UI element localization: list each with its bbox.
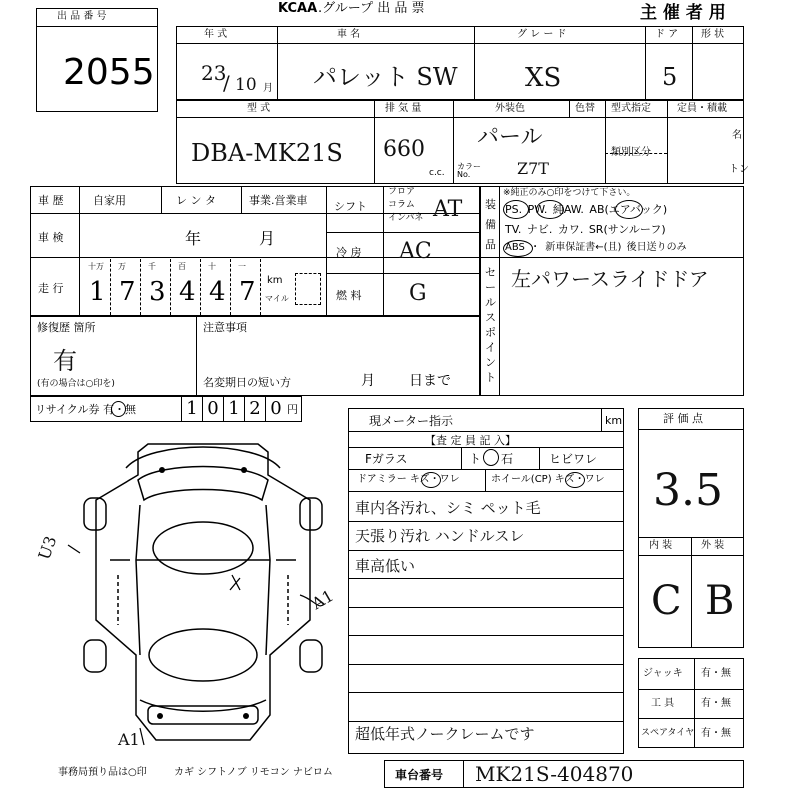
equip-warranty: 新車保証書 <box>545 242 596 253</box>
recycle-digit: 1 <box>181 397 202 421</box>
lot-number-box <box>36 8 158 112</box>
mileage-label: 走 行 <box>38 282 64 295</box>
note-rule <box>349 721 623 722</box>
fuel-label: 燃 料 <box>336 289 362 302</box>
history-block <box>30 186 480 316</box>
meter-unit: km <box>605 414 623 427</box>
grade-block <box>638 408 744 648</box>
sales-points-text: 左パワースライドドア <box>511 267 709 291</box>
inspection-month-unit: 月 <box>259 229 276 248</box>
type-designation-label: 型式指定 <box>611 103 651 114</box>
vin-value: MK21S-404870 <box>475 762 634 786</box>
recycle-unit: 円 <box>287 403 298 416</box>
note-rule <box>349 664 623 665</box>
note-rule <box>349 607 623 608</box>
equipment-line-3: ABS ・ 新車保証書←(且) 後日送りのみ <box>505 242 687 253</box>
mileage-digit: 4 <box>179 277 196 307</box>
circle-windshield <box>483 449 499 466</box>
vehicle-row-1: 年 式 車 名 グ レ ー ド ド ア 形 状 23 / 10 月 パレット SW XS 5 <box>176 26 744 100</box>
notice-label: 注意事項 <box>203 321 247 334</box>
history-option-private: 自家用 <box>93 194 126 207</box>
exterior-label: 外装色 <box>495 103 525 114</box>
org-title: .グループ 出 品 票 <box>318 1 425 16</box>
circle-mirror <box>421 472 441 488</box>
vin-label: 車台番号 <box>395 768 444 782</box>
mileage-digit-cell <box>201 259 231 315</box>
shift-option-column: コラム <box>388 200 415 210</box>
grade-score: 3.5 <box>653 465 723 516</box>
model-value: DBA-MK21S <box>191 139 343 167</box>
inspector-note-1: 車内各汚れ、シミ ペット毛 <box>355 499 541 517</box>
mileage-digit: 3 <box>149 277 166 307</box>
note-rule <box>349 692 623 693</box>
mileage-digit-cell <box>111 259 141 315</box>
circle-recycle-yes <box>111 401 126 417</box>
tool-value-jack: 有・無 <box>701 668 731 679</box>
mileage-digit: 4 <box>209 277 226 307</box>
equipment-label: 装 備 品 <box>485 198 496 251</box>
repair-label: 修復歴 箇所 <box>37 321 96 334</box>
mirror-label: ドアミラー キズ・ワレ <box>357 474 460 485</box>
shape-label: 形 状 <box>701 29 725 40</box>
meter-label: 現メーター指示 <box>369 414 454 428</box>
vehicle-row-2 <box>176 100 749 184</box>
inspection-year-unit: 年 <box>185 229 202 248</box>
lot-number: 2055 <box>63 52 155 93</box>
grade-score-label: 評 価 点 <box>663 412 703 425</box>
history-option-business: 事業.営業車 <box>249 194 308 207</box>
equip-ps: PS <box>505 203 519 216</box>
year-value: 23 <box>201 61 227 85</box>
diagram-mark-bottom: A1 <box>118 730 140 749</box>
mileage-digit-label: 万 <box>118 262 126 271</box>
shift-option-floor: フロア <box>388 187 416 197</box>
displacement-label: 排 気 量 <box>385 103 422 114</box>
equip-tv: TV <box>505 223 518 236</box>
mileage-digit-label: 一 <box>238 262 246 271</box>
mile-checkbox <box>295 273 321 305</box>
equipment-line-2: TV. ナビ. カワ. SR(サンルーフ) <box>505 223 666 236</box>
repair-value: 有 <box>53 347 77 375</box>
grade-label: グ レ ー ド <box>517 29 567 40</box>
deadline-month: 月 <box>361 373 375 389</box>
mileage-digit-cell <box>171 259 201 315</box>
tool-value-tools: 有・無 <box>701 698 731 709</box>
history-option-rental: レ ン タ <box>176 194 216 207</box>
windshield-stone: 石 <box>501 452 514 466</box>
interior-label: 内 装 <box>649 540 673 551</box>
doors-value: 5 <box>662 63 678 91</box>
circle-ab <box>615 200 643 219</box>
mileage-digit-label: 百 <box>178 262 186 271</box>
year-label: 年 式 <box>204 29 228 40</box>
mileage-unit-km: km <box>267 275 283 286</box>
equip-abs: ABS <box>505 242 525 253</box>
mileage-digit: 7 <box>239 277 256 307</box>
equip-ab-note: (エアバック) <box>604 203 668 216</box>
equip-sr: SR(サンルーフ) <box>588 223 666 236</box>
vin-row <box>384 760 744 788</box>
circle-ps <box>503 200 529 219</box>
exterior-grade-label: 外 装 <box>701 540 725 551</box>
grade-value: XS <box>525 63 562 93</box>
car-name-value: パレット SW <box>313 63 458 91</box>
classification-label: 類別区分 <box>611 147 651 158</box>
diagram-mark-right: A1 <box>308 585 337 614</box>
note-rule <box>349 635 623 636</box>
repair-note: (有の場合は○印を) <box>37 379 115 389</box>
note-rule <box>349 521 623 522</box>
equip-ab: AB <box>589 203 605 216</box>
capacity-label: 定員・積載 <box>677 103 727 114</box>
displacement-value: 660 <box>383 137 425 162</box>
circle-wheel <box>565 472 585 488</box>
aircon-value: AC <box>399 239 432 264</box>
capacity-unit-people: 名 <box>732 130 742 141</box>
equip-aw: 純AW <box>552 203 581 216</box>
diagram-mark-left: U3 <box>34 533 61 563</box>
equip-later: 後日送りのみ <box>626 242 687 253</box>
inspector-note-4: 超低年式ノークレームです <box>355 725 535 743</box>
exterior-value: パール <box>477 125 543 150</box>
capacity-unit-ton: トン <box>729 164 749 175</box>
month-value: 10 <box>235 75 257 95</box>
note-rule <box>349 578 623 579</box>
circle-abs <box>503 240 533 257</box>
recycle-digit: 0 <box>202 397 223 421</box>
recycle-digit: 2 <box>244 397 265 421</box>
wheel-label: ホイール(CP) キズ・ワレ <box>491 474 605 485</box>
equip-navi: ナビ <box>526 223 549 236</box>
tools-block <box>638 658 744 748</box>
mileage-digit: 1 <box>89 277 106 307</box>
interior-grade: C <box>651 578 682 624</box>
aircon-label: 冷 房 <box>336 246 362 259</box>
recycle-row <box>30 396 302 422</box>
mileage-digit-cell <box>231 259 261 315</box>
inspector-header: 【査 定 員 記 入】 <box>425 434 516 447</box>
color-no-value: Z7T <box>517 159 549 178</box>
fuel-value: G <box>409 281 427 306</box>
org-logo: KCAA <box>278 1 318 16</box>
model-label: 型 式 <box>247 103 271 114</box>
deadline-day: 日まで <box>409 373 451 389</box>
windshield-label: Fガラス <box>365 452 408 466</box>
office-note: 事務局預り品は○印 <box>58 767 147 778</box>
month-unit: 月 <box>263 83 273 94</box>
inspector-note-3: 車高低い <box>355 557 416 575</box>
repair-block <box>30 316 480 396</box>
lot-number-label: 出 品 番 号 <box>57 11 107 22</box>
mileage-digit-cell <box>141 259 171 315</box>
mileage-digit-label: 十万 <box>88 262 104 271</box>
shift-label: シフト <box>334 200 367 213</box>
car-name-label: 車 名 <box>337 29 361 40</box>
windshield-mark: ト <box>469 452 482 466</box>
inspector-block <box>348 408 624 754</box>
deadline-label: 名変期日の短い方 <box>203 376 291 389</box>
equipment-line-1: PS. PW. 純AW. AB(エアバック) <box>505 203 668 216</box>
color-no-label: カラー No. <box>457 162 481 179</box>
repaint-label: 色替 <box>575 103 595 114</box>
doors-label: ド ア <box>655 29 679 40</box>
mileage-digit-cell <box>81 259 111 315</box>
note-rule <box>349 550 623 551</box>
sales-points-label: セ ー ル ス ポ イ ン ト <box>485 266 496 384</box>
tool-label-spare: スペアタイヤ <box>641 728 695 738</box>
shift-value: AT <box>433 197 463 222</box>
recycle-digit: 0 <box>265 397 286 421</box>
mileage-digit: 7 <box>119 277 136 307</box>
equipment-note: ※純正のみ○印をつけて下さい。 <box>503 188 636 198</box>
mileage-digit-label: 千 <box>148 262 156 271</box>
equip-pw: PW <box>527 203 544 216</box>
mileage-unit-mile: マイル <box>265 294 289 303</box>
tool-label-jack: ジャッキ <box>643 668 683 679</box>
recycle-digit: 1 <box>223 397 244 421</box>
windshield-crack: ヒビワレ <box>549 452 598 466</box>
history-label: 車 歴 <box>38 194 64 207</box>
recycle-label: リサイクル券 有・無 <box>35 403 136 416</box>
inspection-label: 車 検 <box>38 231 64 244</box>
equipment-block <box>480 186 744 396</box>
circle-pw <box>536 200 564 219</box>
mileage-digit-label: 十 <box>208 262 216 271</box>
equip-leather: カワ <box>557 223 580 236</box>
tool-value-spare: 有・無 <box>701 728 731 739</box>
cc-unit: c.c. <box>429 168 445 178</box>
office-items: カギ シフトノブ リモコン ナビロム <box>174 767 333 778</box>
tool-label-tools: 工 具 <box>651 698 675 709</box>
host-label: 主 催 者 用 <box>640 3 726 23</box>
inspector-note-2: 天張り汚れ ハンドルスレ <box>355 527 525 545</box>
exterior-grade: B <box>705 578 735 624</box>
shift-option-panel: インパネ <box>388 213 424 223</box>
